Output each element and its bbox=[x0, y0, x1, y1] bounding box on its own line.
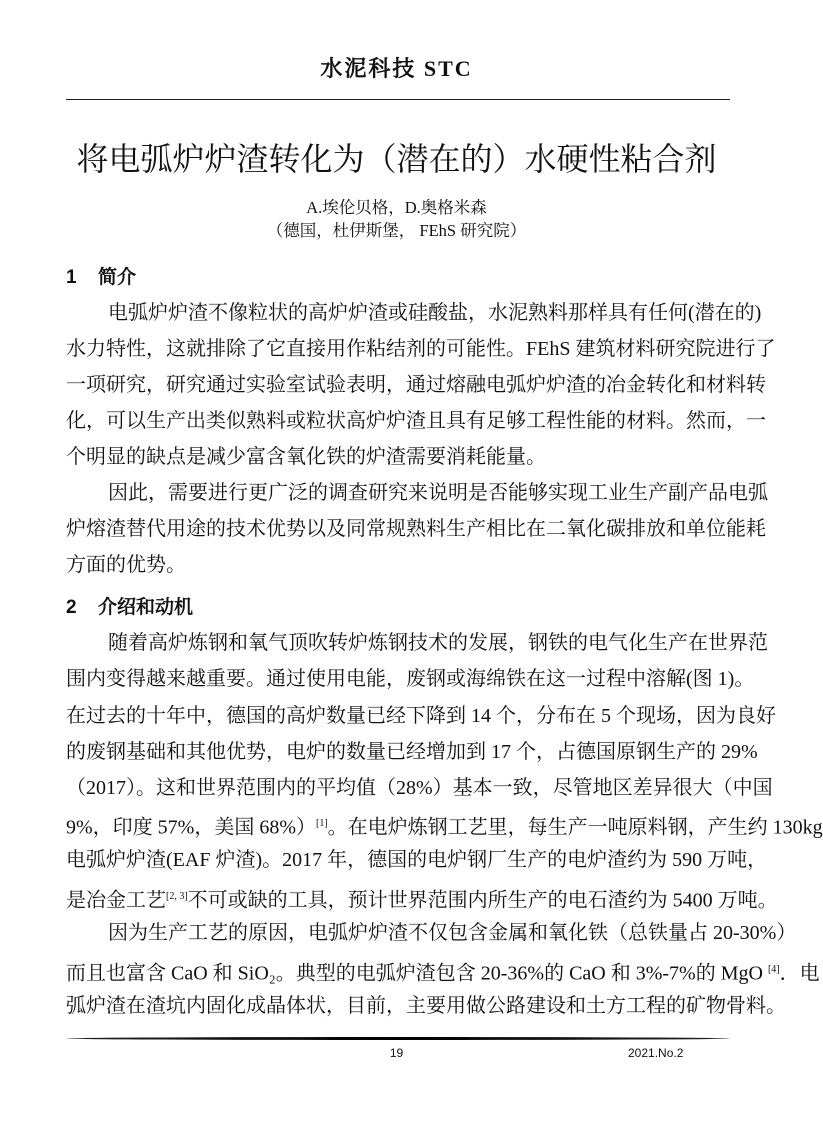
paragraph-line: 电弧炉炉渣(EAF 炉渣)。2017 年，德国的电炉钢厂生产的电炉渣约为 590 万吨， bbox=[66, 849, 768, 871]
paragraph-line: 电弧炉炉渣不像粒状的高炉炉渣或硅酸盐，水泥熟料那样具有任何(潜在的) bbox=[108, 302, 762, 324]
footer-divider bbox=[66, 1037, 730, 1040]
paragraph-line: 围内变得越来越重要。通过使用电能，废钢或海绵铁在这一过程中溶解(图 1)。 bbox=[66, 668, 755, 690]
journal-header: 水泥科技 STC bbox=[320, 56, 473, 81]
paragraph-line: 在过去的十年中，德国的高炉数量已经下降到 14 个，分布在 5 个现场，因为良好 bbox=[66, 705, 776, 727]
header-divider bbox=[66, 99, 730, 100]
paragraph-line: 炉熔渣替代用途的技术优势以及同常规熟料生产相比在二氧化碳排放和单位能耗 bbox=[66, 518, 766, 540]
page-number: 19 bbox=[389, 1046, 404, 1060]
paragraph-line: 个明显的缺点是减少富含氧化铁的炉渣需要消耗能量。 bbox=[66, 446, 546, 468]
paragraph-line: 化，可以生产出类似熟料或粒状高炉炉渣且具有足够工程性能的材料。然而，一 bbox=[66, 410, 766, 432]
section-heading: 2 介绍和动机 bbox=[66, 597, 194, 618]
paragraph-line: 9%，印度 57%，美国 68%）[1]。在电炉炼钢工艺里，每生产一吨原料钢，产生约 130kg bbox=[66, 816, 823, 839]
paragraph-line: 因此，需要进行更广泛的调查研究来说明是否能够实现工业生产副产品电弧 bbox=[108, 482, 768, 504]
article-title: 将电弧炉炉渣转化为（潜在的）水硬性粘合剂 bbox=[76, 141, 717, 177]
paragraph-line: 一项研究，研究通过实验室试验表明，通过熔融电弧炉炉渣的冶金转化和材料转 bbox=[66, 374, 766, 396]
article-authors: A.埃伦贝格，D.奥格米森 bbox=[306, 198, 487, 217]
paragraph-line: 的废钢基础和其他优势，电炉的数量已经增加到 17 个，占德国原钢生产的 29% bbox=[66, 741, 758, 763]
paragraph-line: 水力特性，这就排除了它直接用作粘结剂的可能性。FEhS 建筑材料研究院进行了 bbox=[66, 338, 776, 360]
article-affiliation: （德国，杜伊斯堡， FEhS 研究院） bbox=[266, 221, 527, 240]
paragraph-line: 随着高炉炼钢和氧气顶吹转炉炼钢技术的发展，钢铁的电气化生产在世界范 bbox=[108, 632, 768, 654]
paragraph-line: 方面的优势。 bbox=[66, 554, 186, 576]
paragraph-line: 因为生产工艺的原因，电弧炉炉渣不仅包含金属和氧化铁（总铁量占 20-30%） bbox=[108, 922, 797, 944]
paragraph-line: 是冶金工艺[2, 3]不可或缺的工具，预计世界范围内所生产的电石渣约为 5400 万吨。 bbox=[66, 889, 778, 912]
issue-label: 2021.No.2 bbox=[628, 1046, 684, 1060]
paragraph-line: 而且也富含 CaO 和 SiO₂。典型的电弧炉渣包含 20-36%的 CaO 和 3%-7%的 MgO [4]．电 bbox=[66, 962, 820, 985]
section-heading: 1 简介 bbox=[66, 267, 137, 288]
paragraph-line: 弧炉渣在渣坑内固化成晶体状，目前，主要用做公路建设和土方工程的矿物骨料。 bbox=[66, 995, 786, 1017]
paragraph-line: （2017）。这和世界范围内的平均值（28%）基本一致，尽管地区差异很大（中国 bbox=[66, 777, 773, 799]
